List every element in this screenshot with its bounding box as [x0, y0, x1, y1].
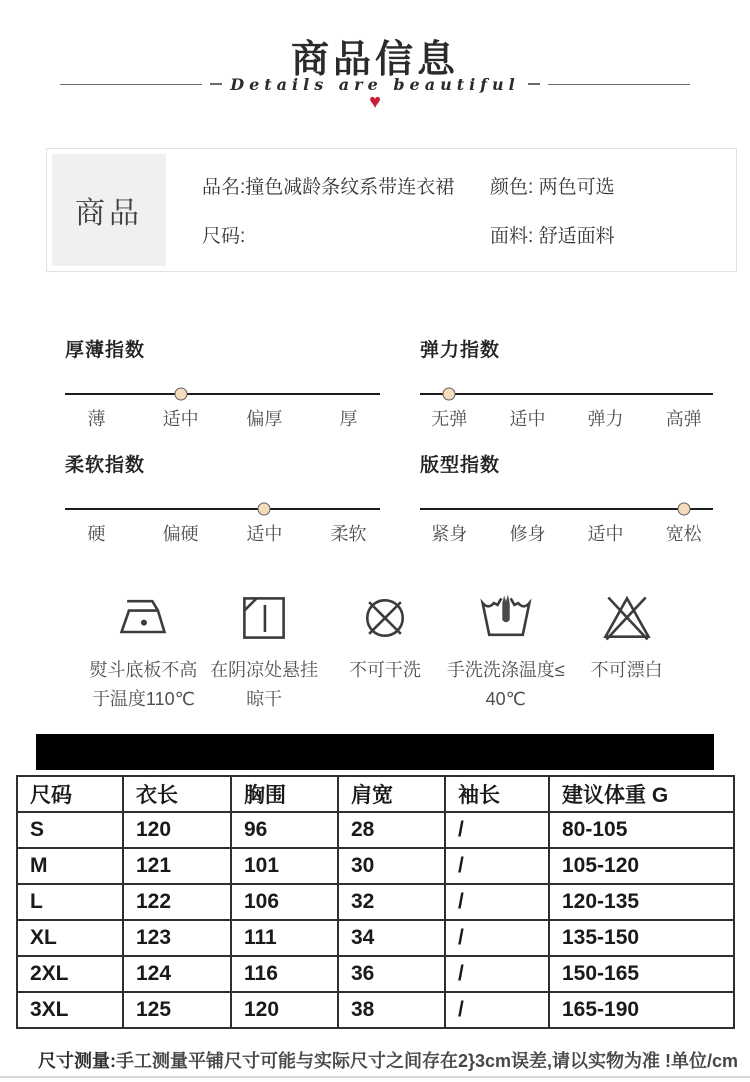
product-field-name-label: 品名:: [202, 177, 246, 198]
subtitle-line-right: [548, 84, 690, 85]
slider-softness: [65, 450, 380, 546]
table-cell: /: [445, 812, 549, 848]
table-header-cell: 建议体重 G: [549, 776, 734, 812]
slider-label: 宽松: [665, 524, 702, 544]
slider-label: 薄: [87, 409, 106, 429]
slider-label: 柔软: [330, 524, 367, 544]
slider-dot: [443, 388, 456, 401]
heart-icon: ♥: [369, 91, 381, 113]
slider-track: [420, 508, 713, 510]
slider-labels: [420, 520, 713, 546]
size-table: [16, 775, 735, 1029]
table-cell: /: [445, 956, 549, 992]
care-label: 在阴凉处悬挂晾干: [210, 660, 319, 709]
product-field-fabric-value: 舒适面料: [538, 226, 615, 247]
table-cell: 165-190: [549, 992, 734, 1028]
black-separator-bar: [36, 734, 714, 770]
subtitle-dash-left: [210, 83, 222, 85]
product-field-name-value: 撞色减龄条纹系带连衣裙: [245, 177, 455, 198]
table-header-cell: 胸围: [231, 776, 338, 812]
table-cell: /: [445, 884, 549, 920]
care-item: [566, 588, 687, 714]
table-cell: 116: [231, 956, 338, 992]
slider-dot: [174, 388, 187, 401]
slider-label: 高弹: [665, 409, 702, 429]
slider-fit: [420, 450, 713, 546]
table-cell: M: [17, 848, 123, 884]
table-cell: 105-120: [549, 848, 734, 884]
table-cell: 150-165: [549, 956, 734, 992]
subtitle-dash-right: [528, 83, 540, 85]
product-field-fabric: [490, 221, 615, 248]
slider-label: 无弹: [431, 409, 468, 429]
slider-label: 适中: [246, 524, 283, 544]
slider-title: 弹力指数: [420, 340, 501, 361]
table-cell: 3XL: [17, 992, 123, 1028]
table-cell: 111: [231, 920, 338, 956]
table-cell: 106: [231, 884, 338, 920]
table-header-cell: 衣长: [123, 776, 231, 812]
slider-label: 弹力: [587, 409, 624, 429]
product-field-color: [490, 172, 615, 199]
table-row: [17, 992, 734, 1028]
care-label: 不可漂白: [590, 660, 663, 680]
slider-label: 偏硬: [162, 524, 199, 544]
table-cell: 135-150: [549, 920, 734, 956]
table-row: [17, 812, 734, 848]
size-note-text: 手工测量平铺尺寸可能与实际尺寸之间存在2}3cm误差,请以实物为准 !单位/cm: [116, 1051, 739, 1071]
size-note: [38, 1047, 739, 1073]
product-box-label: 商品: [52, 154, 166, 266]
product-field-color-label: 颜色:: [490, 177, 539, 198]
product-field-name: [202, 172, 454, 199]
table-cell: 125: [123, 992, 231, 1028]
shade-hang-dry-icon: [236, 588, 292, 648]
table-cell: 2XL: [17, 956, 123, 992]
table-row: [17, 884, 734, 920]
table-cell: 121: [123, 848, 231, 884]
hand-wash-40-icon: [478, 588, 534, 648]
slider-labels: [65, 520, 380, 546]
slider-label: 偏厚: [246, 409, 283, 429]
slider-label: 硬: [87, 524, 106, 544]
table-cell: 120: [231, 992, 338, 1028]
slider-dot: [258, 503, 271, 516]
slider-title: 柔软指数: [65, 455, 146, 476]
slider-label: 紧身: [431, 524, 468, 544]
slider-label: 厚: [339, 409, 358, 429]
slider-label: 适中: [162, 409, 199, 429]
no-dry-clean-icon: [357, 588, 413, 648]
slider-track: [420, 393, 713, 395]
slider-labels: [420, 405, 713, 431]
table-row: [17, 920, 734, 956]
product-field-size: [202, 221, 245, 248]
table-cell: 28: [338, 812, 445, 848]
table-cell: 96: [231, 812, 338, 848]
slider-title: 厚薄指数: [65, 340, 146, 361]
page-title: 商品信息: [290, 39, 459, 81]
slider-thickness: [65, 335, 380, 431]
slider-label: 适中: [587, 524, 624, 544]
table-cell: 30: [338, 848, 445, 884]
product-field-color-value: 两色可选: [538, 177, 615, 198]
table-cell: L: [17, 884, 123, 920]
iron-max-110-icon: [115, 588, 171, 648]
care-label: 手洗洗涤温度≤40℃: [446, 660, 565, 709]
table-cell: XL: [17, 920, 123, 956]
no-bleach-icon: [599, 588, 655, 648]
subtitle-line-left: [60, 84, 202, 85]
table-cell: 120: [123, 812, 231, 848]
table-cell: 32: [338, 884, 445, 920]
bottom-divider: [0, 1076, 750, 1078]
slider-labels: [65, 405, 380, 431]
care-icons-row: [83, 588, 687, 714]
table-row: [17, 848, 734, 884]
care-label: 不可干洗: [348, 660, 421, 680]
care-item: [325, 588, 446, 714]
table-cell: 123: [123, 920, 231, 956]
slider-label: 修身: [509, 524, 546, 544]
product-field-size-label: 尺码:: [202, 226, 246, 247]
table-cell: 122: [123, 884, 231, 920]
table-cell: 101: [231, 848, 338, 884]
product-box: [46, 148, 737, 272]
table-cell: /: [445, 920, 549, 956]
table-cell: /: [445, 848, 549, 884]
slider-elasticity: [420, 335, 713, 431]
slider-dot: [677, 503, 690, 516]
table-header-cell: 尺码: [17, 776, 123, 812]
product-field-fabric-label: 面料:: [490, 226, 539, 247]
table-cell: /: [445, 992, 549, 1028]
table-cell: S: [17, 812, 123, 848]
slider-title: 版型指数: [420, 455, 501, 476]
table-cell: 38: [338, 992, 445, 1028]
subtitle: Details are beautiful: [230, 74, 520, 94]
size-note-prefix: 尺寸测量:: [38, 1051, 116, 1071]
table-cell: 120-135: [549, 884, 734, 920]
slider-track: [65, 393, 380, 395]
table-cell: 36: [338, 956, 445, 992]
slider-label: 适中: [509, 409, 546, 429]
table-cell: 80-105: [549, 812, 734, 848]
care-label: 熨斗底板不高于温度110℃: [89, 660, 198, 709]
table-cell: 124: [123, 956, 231, 992]
care-item: [445, 588, 566, 714]
table-header-cell: 肩宽: [338, 776, 445, 812]
care-item: [83, 588, 204, 714]
slider-track: [65, 508, 380, 510]
table-header-row: [17, 776, 734, 812]
table-row: [17, 956, 734, 992]
table-header-cell: 袖长: [445, 776, 549, 812]
table-cell: 34: [338, 920, 445, 956]
care-item: [204, 588, 325, 714]
